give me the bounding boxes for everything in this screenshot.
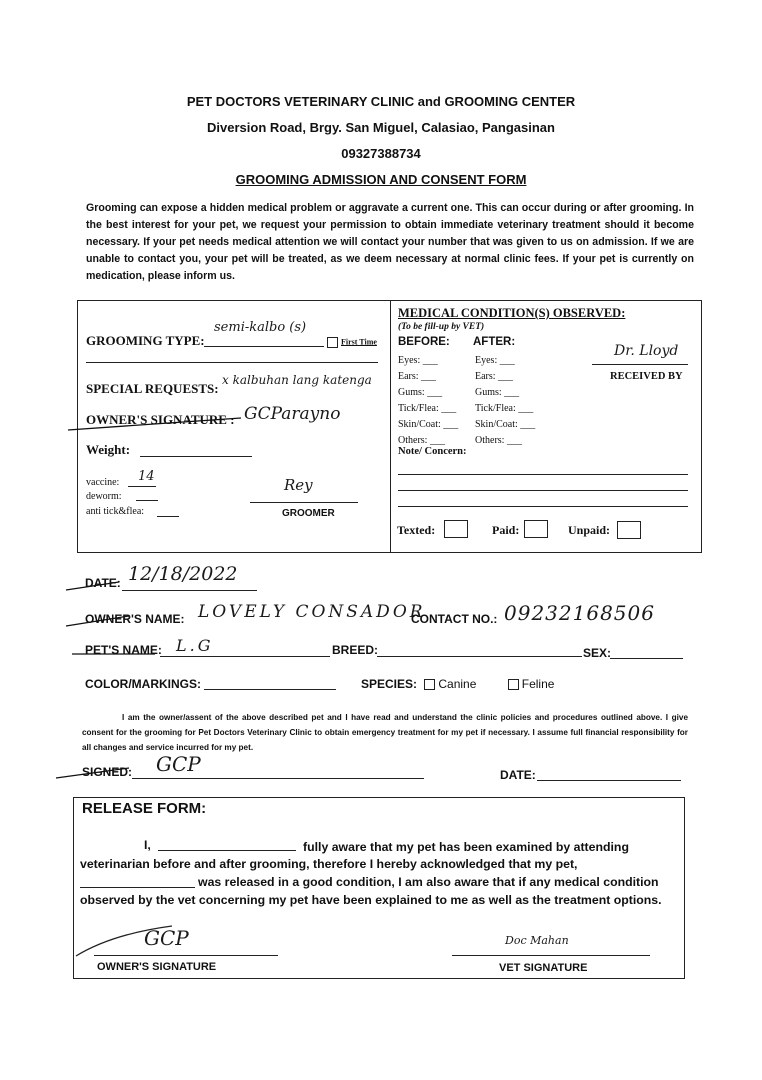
species-label: SPECIES: xyxy=(361,677,418,691)
before-others: Others: ___ xyxy=(398,435,445,446)
release-line1-end: fully aware that my pet has been examined by attending xyxy=(303,840,629,854)
weight-line[interactable] xyxy=(140,456,252,457)
note-line-1[interactable] xyxy=(398,474,688,475)
clinic-phone: 09327388734 xyxy=(341,146,421,161)
release-line2: veterinarian before and after grooming, therefore I hereby acknowledged that my pet, xyxy=(80,857,578,871)
paid-checkbox[interactable] xyxy=(524,520,548,538)
pet-name-label: PET'S NAME: xyxy=(85,643,162,657)
owner-signature-label: OWNER'S SIGNATURE : xyxy=(86,412,235,427)
color-line[interactable] xyxy=(204,689,336,690)
release-title: RELEASE FORM: xyxy=(82,800,207,817)
first-time-checkbox[interactable] xyxy=(327,337,377,348)
strike-line-date xyxy=(64,578,124,592)
texted-label: Texted: xyxy=(397,523,436,537)
box-divider xyxy=(390,300,391,553)
after-gums: Gums: ___ xyxy=(475,387,520,398)
before-tick: Tick/Flea: ___ xyxy=(398,403,457,414)
sex-line[interactable] xyxy=(610,658,683,659)
after-list xyxy=(475,353,535,449)
medical-title: MEDICAL CONDITION(S) OBSERVED: xyxy=(398,306,626,320)
release-line1-start: I, xyxy=(144,838,151,852)
after-skin: Skin/Coat: ___ xyxy=(475,419,536,430)
before-list xyxy=(398,353,458,449)
release-name-line[interactable] xyxy=(158,850,296,851)
form-title: GROOMING ADMISSION AND CONSENT FORM xyxy=(235,172,527,187)
vaccine-label: vaccine: xyxy=(86,477,120,488)
after-tick: Tick/Flea: ___ xyxy=(475,403,534,414)
note-label: Note/ Concern: xyxy=(398,446,467,457)
note-line-2[interactable] xyxy=(398,490,688,491)
grooming-type-value[interactable]: semi-kalbo (s) xyxy=(214,320,307,335)
contact-value[interactable]: 09232168506 xyxy=(504,601,655,625)
strike-line-signed xyxy=(54,764,134,780)
before-gums: Gums: ___ xyxy=(398,387,443,398)
vet-signature-line xyxy=(452,955,650,956)
date-line xyxy=(122,590,257,591)
texted-checkbox[interactable] xyxy=(444,520,468,538)
consent-paragraph: I am the owner/assent of the above described pet and I have read and understand the clinic policies and procedures outlined above. I give consent for the grooming for Pet Doctors Veterinary Clinic to obtain emergency treatment for my pet if necessary. I assume full financial responsibility for all changes and service incurred for my pet. xyxy=(82,713,688,752)
sex-label: SEX: xyxy=(583,646,612,660)
intro-paragraph: Grooming can expose a hidden medical problem or aggravate a current one. This can occur during or after grooming. In the best interest for your pet, we request your permission to obtain immediate veterinary treatment should it become necessary. If your pet needs medical attention we will contact your number that was given to us on admission. If we are unable to contact you, your pet will be treated, as we deem necessary at normal clinic fees. If your pet is currently on medication, please inform us. xyxy=(86,202,694,282)
received-by-value[interactable]: Dr. Lloyd xyxy=(614,343,679,359)
release-line4: observed by the vet concerning my pet have been explained to me as well as the treatment options. xyxy=(80,893,662,907)
pet-name-value[interactable]: L.G xyxy=(176,636,214,655)
first-time-box[interactable] xyxy=(327,337,338,348)
contact-label: CONTACT NO.: xyxy=(411,612,498,626)
deworm-line[interactable] xyxy=(136,500,158,501)
unpaid-checkbox[interactable] xyxy=(617,521,641,539)
after-others: Others: ___ xyxy=(475,435,522,446)
vet-signature-label: VET SIGNATURE xyxy=(499,962,588,974)
release-line3-end: was released in a good condition, I am also aware that if any medical condition xyxy=(198,875,659,889)
anti-tick-label: anti tick&flea: xyxy=(86,506,145,517)
first-time-label: First Time xyxy=(341,337,377,347)
feline-label: Feline xyxy=(521,677,555,691)
owner-signature-line xyxy=(94,955,278,956)
breed-label: BREED: xyxy=(332,643,379,657)
clinic-address: Diversion Road, Brgy. San Miguel, Calasiao, Pangasinan xyxy=(207,120,555,135)
owner-name-value[interactable]: LOVELY CONSADOR xyxy=(198,602,426,622)
strike-line-pet-name xyxy=(70,646,160,660)
feline-checkbox[interactable] xyxy=(508,679,519,690)
groomer-value[interactable]: Rey xyxy=(284,476,313,494)
paid-label: Paid: xyxy=(492,523,520,537)
color-label: COLOR/MARKINGS: xyxy=(85,677,201,691)
groomer-label: GROOMER xyxy=(282,508,335,519)
signed-line xyxy=(132,778,424,779)
special-requests-value[interactable]: x kalbuhan lang katenga xyxy=(222,373,372,387)
medical-subtitle: (To be fill-up by VET) xyxy=(398,322,485,332)
vaccine-line xyxy=(128,486,156,487)
breed-line[interactable] xyxy=(377,656,582,657)
groomer-line xyxy=(250,502,358,503)
before-eyes: Eyes: ___ xyxy=(398,355,438,366)
before-skin: Skin/Coat: ___ xyxy=(398,419,459,430)
canine-label: Canine xyxy=(438,677,477,691)
unpaid-label: Unpaid: xyxy=(568,523,611,537)
date-label: DATE: xyxy=(85,576,121,590)
clinic-name: PET DOCTORS VETERINARY CLINIC and GROOMING CENTER xyxy=(186,94,576,109)
grooming-extra-line xyxy=(86,362,378,363)
weight-label: Weight: xyxy=(86,442,131,457)
before-ears: Ears: ___ xyxy=(398,371,437,382)
signed-date-label: DATE: xyxy=(500,768,536,782)
grooming-type-label: GROOMING TYPE: xyxy=(86,333,205,348)
grooming-type-line xyxy=(204,346,324,347)
strike-line-owner xyxy=(66,414,246,434)
anti-tick-line[interactable] xyxy=(157,516,179,517)
note-line-3[interactable] xyxy=(398,506,688,507)
deworm-label: deworm: xyxy=(86,491,122,502)
after-eyes: Eyes: ___ xyxy=(475,355,515,366)
owner-name-label: OWNER'S NAME: xyxy=(85,612,185,626)
release-owner-signature-value[interactable]: GCP xyxy=(144,926,189,950)
after-label: AFTER: xyxy=(473,336,516,348)
vaccine-value[interactable]: 14 xyxy=(138,469,155,484)
before-label: BEFORE: xyxy=(398,336,450,348)
strike-line-owner-name xyxy=(64,612,134,628)
special-requests-label: SPECIAL REQUESTS: xyxy=(86,381,219,396)
received-by-line xyxy=(592,364,688,365)
species-group xyxy=(361,677,554,691)
signed-date-line[interactable] xyxy=(537,780,681,781)
release-pet-line[interactable] xyxy=(80,887,195,888)
owner-signature-value[interactable]: GCParayno xyxy=(244,404,341,424)
signed-label: SIGNED: xyxy=(82,765,133,779)
canine-checkbox[interactable] xyxy=(424,679,435,690)
pet-name-line xyxy=(160,656,330,657)
vet-signature-value[interactable]: Doc Mahan xyxy=(505,934,569,947)
signed-value[interactable]: GCP xyxy=(156,752,201,776)
received-by-label: RECEIVED BY xyxy=(610,371,683,382)
after-ears: Ears: ___ xyxy=(475,371,514,382)
owner-signature-label: OWNER'S SIGNATURE xyxy=(97,961,217,973)
date-value[interactable]: 12/18/2022 xyxy=(128,563,238,585)
